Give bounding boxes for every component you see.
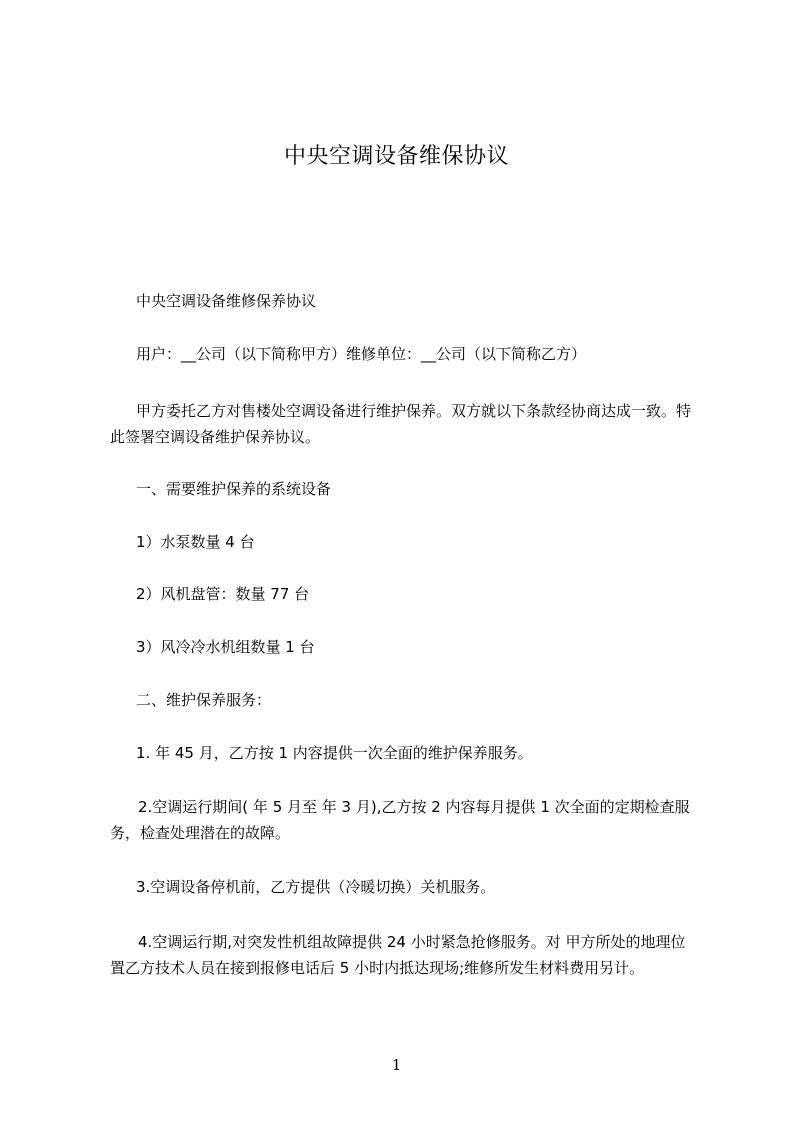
equipment-item-2: 2）风机盘管：数量 77 台 bbox=[136, 585, 310, 603]
parties-line: 用户：__公司（以下简称甲方）维修单位：__公司（以下简称乙方） bbox=[136, 345, 587, 363]
section-1-heading: 一、需要维护保养的系统设备 bbox=[136, 480, 332, 498]
service-item-1: 1. 年 45 月，乙方按 1 内容提供一次全面的维护保养服务。 bbox=[136, 744, 533, 762]
document-title: 中央空调设备维保协议 bbox=[283, 144, 509, 169]
page-number: 1 bbox=[391, 1056, 402, 1074]
intro-paragraph: 甲方委托乙方对售楼处空调设备进行维护保养。双方就以下条款经协商达成一致。特此签署空调设备维护保养协议。 bbox=[110, 402, 692, 446]
section-2-heading: 二、维护保养服务： bbox=[136, 691, 272, 709]
service-item-3: 3.空调设备停机前，乙方提供（冷暖切换）关机服务。 bbox=[136, 878, 496, 896]
equipment-item-1: 1）水泵数量 4 台 bbox=[136, 533, 255, 551]
service-item-4: 4.空调运行期,对突发性机组故障提供 24 小时紧急抢修服务。对 甲方所处的地理位置乙方技术人员在接到报修电话后 5 小时内抵达现场;维修所发生材料费用另计。 bbox=[110, 933, 686, 977]
service-item-2: 2.空调运行期间( 年 5 月至 年 3 月),乙方按 2 内容每月提供 1 次全面的定期检查服务，检查处理潜在的故障。 bbox=[110, 798, 690, 842]
document-subtitle: 中央空调设备维修保养协议 bbox=[136, 292, 317, 310]
equipment-item-3: 3）风冷冷水机组数量 1 台 bbox=[136, 638, 315, 656]
